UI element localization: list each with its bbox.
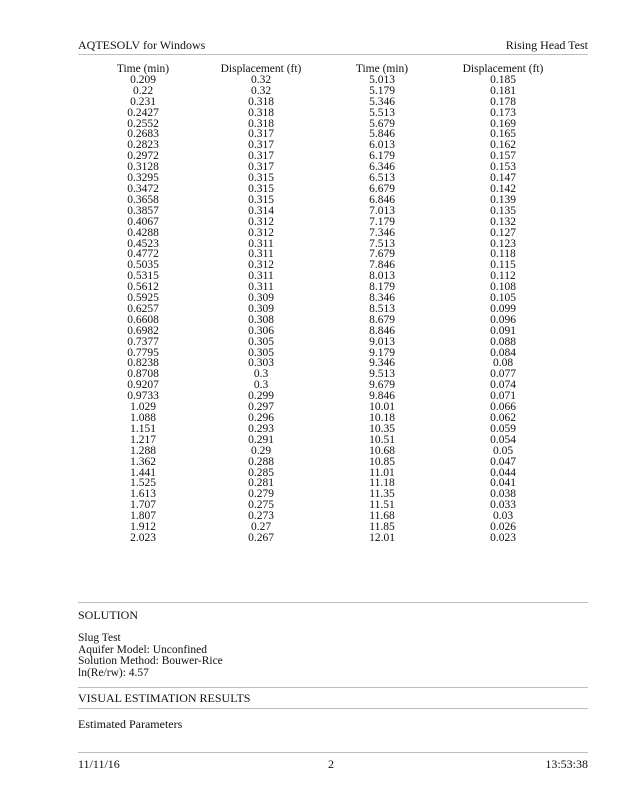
table-cell: 0.071: [490, 390, 516, 403]
table-cell: 8.179: [369, 281, 395, 294]
table-cell: 7.679: [369, 248, 395, 261]
column-header: Displacement (ft): [220, 63, 302, 75]
table-cell: 0.041: [490, 477, 516, 490]
table-cell: 0.9207: [127, 379, 159, 392]
table-cell: 0.32: [250, 73, 272, 86]
table-cell: 0.273: [248, 510, 274, 523]
table-cell: 0.311: [248, 281, 274, 294]
solution-heading: SOLUTION: [78, 608, 138, 622]
visual-estimation-divider: [78, 708, 588, 709]
table-cell: 0.105: [490, 292, 516, 305]
table-cell: 5.013: [369, 73, 395, 86]
table-cell: 9.513: [369, 368, 395, 381]
table-cell: 0.147: [490, 172, 516, 185]
table-cell: 0.066: [490, 401, 516, 414]
table-cell: 1.807: [130, 510, 156, 523]
table-cell: 0.281: [248, 477, 274, 490]
table-cell: 0.299: [248, 390, 274, 403]
table-cell: 0.153: [490, 161, 516, 174]
table-cell: 0.209: [130, 73, 156, 86]
table-cell: 0.135: [490, 204, 516, 217]
table-cell: 6.679: [369, 182, 395, 195]
table-cell: 0.9733: [127, 390, 159, 403]
table-cell: 0.8708: [127, 368, 159, 381]
table-cell: 0.231: [130, 95, 156, 108]
table-cell: 0.162: [490, 139, 516, 152]
solution-divider: [78, 687, 588, 688]
table-cell: 0.317: [248, 150, 274, 163]
table-cell: 1.441: [130, 466, 156, 479]
table-cell: 0.5035: [127, 259, 159, 272]
solution-line: Solution Method: Bouwer-Rice: [78, 655, 223, 667]
table-cell: 9.179: [369, 346, 395, 359]
table-cell: 0.296: [248, 412, 274, 424]
table-cell: 0.312: [248, 259, 274, 272]
table-cell: 0.054: [490, 433, 516, 446]
table-cell: 0.3: [253, 379, 269, 392]
table-cell: 6.013: [369, 139, 395, 152]
table-cell: 1.707: [130, 499, 156, 512]
table-cell: 0.088: [490, 335, 516, 348]
table-cell: 9.013: [369, 335, 395, 348]
table-cell: 0.026: [490, 521, 516, 534]
header-divider: [78, 54, 588, 55]
table-cell: 0.317: [248, 128, 274, 141]
table-cell: 0.6982: [127, 324, 159, 337]
column-header: Time (min): [116, 63, 170, 75]
table-cell: 8.513: [369, 302, 395, 315]
table-cell: 7.013: [369, 204, 395, 217]
table-cell: 0.32: [250, 84, 272, 97]
solution-line: Slug Test: [78, 632, 121, 644]
table-cell: 0.115: [490, 259, 516, 272]
table-cell: 1.088: [130, 412, 156, 424]
table-cell: 0.099: [490, 302, 516, 315]
table-cell: 11.35: [369, 488, 395, 501]
table-cell: 0.127: [490, 226, 516, 239]
table-cell: 0.165: [490, 128, 516, 141]
table-cell: 0.108: [490, 281, 516, 294]
table-cell: 0.288: [248, 455, 274, 468]
table-cell: 1.151: [130, 422, 156, 435]
table-cell: 0.2552: [127, 117, 159, 130]
table-cell: 0.305: [248, 346, 274, 359]
table-cell: 0.4067: [127, 215, 159, 228]
column-header: Time (min): [355, 63, 409, 75]
table-cell: 10.01: [369, 401, 395, 414]
column-header: Displacement (ft): [462, 63, 544, 75]
table-cell: 6.846: [369, 193, 395, 206]
table-cell: 7.346: [369, 226, 395, 239]
table-cell: 0.311: [248, 237, 274, 250]
table-cell: 0.044: [490, 466, 516, 479]
table-cell: 0.5612: [127, 281, 159, 294]
table-cell: 0.3857: [127, 204, 159, 217]
table-cell: 0.3295: [127, 172, 159, 185]
table-cell: 10.18: [369, 412, 395, 424]
table-cell: 8.013: [369, 270, 395, 283]
table-cell: 5.846: [369, 128, 395, 141]
table-cell: 12.01: [369, 531, 395, 544]
table-cell: 0.306: [248, 324, 274, 337]
table-cell: 0.4772: [127, 248, 159, 261]
table-cell: 0.275: [248, 499, 274, 512]
table-cell: 0.084: [490, 346, 516, 359]
table-cell: 0.297: [248, 401, 274, 414]
table-cell: 0.315: [248, 193, 274, 206]
table-cell: 0.308: [248, 313, 274, 326]
table-cell: 0.3472: [127, 182, 159, 195]
table-cell: 10.68: [369, 444, 395, 457]
table-cell: 0.303: [248, 357, 274, 370]
table-cell: 0.4523: [127, 237, 159, 250]
table-cell: 1.217: [130, 433, 156, 446]
table-cell: 0.318: [248, 95, 274, 108]
footer-page-number: 2: [328, 757, 334, 771]
table-cell: 0.22: [132, 84, 154, 97]
table-cell: 11.51: [369, 499, 395, 512]
table-cell: 7.846: [369, 259, 395, 272]
table-cell: 0.2823: [127, 139, 159, 152]
table-cell: 0.123: [490, 237, 516, 250]
table-cell: 0.6608: [127, 313, 159, 326]
table-cell: 0.178: [490, 95, 516, 108]
table-cell: 9.846: [369, 390, 395, 403]
table-cell: 0.279: [248, 488, 274, 501]
table-cell: 5.179: [369, 84, 395, 97]
table-cell: 0.7377: [127, 335, 159, 348]
table-cell: 1.613: [130, 488, 156, 501]
table-cell: 7.513: [369, 237, 395, 250]
table-cell: 5.679: [369, 117, 395, 130]
header-app-title: AQTESOLV for Windows: [78, 38, 206, 52]
footer-divider: [78, 752, 588, 753]
table-cell: 11.68: [369, 510, 395, 523]
table-cell: 0.139: [490, 193, 516, 206]
table-cell: 0.5315: [127, 270, 159, 283]
header-test-title: Rising Head Test: [505, 38, 588, 52]
footer-date: 11/11/16: [78, 757, 120, 771]
table-cell: 0.033: [490, 499, 516, 512]
solution-line: ln(Re/rw): 4.57: [78, 666, 149, 679]
table-cell: 0.2972: [127, 150, 159, 163]
table-cell: 6.513: [369, 172, 395, 185]
table-cell: 0.29: [250, 444, 272, 457]
table-cell: 0.08: [492, 357, 514, 370]
table-cell: 9.346: [369, 357, 395, 370]
table-cell: 1.288: [130, 444, 156, 457]
table-cell: 0.315: [248, 172, 274, 185]
table-cell: 10.85: [369, 455, 395, 468]
table-cell: 0.096: [490, 313, 516, 326]
table-cell: 0.173: [490, 106, 516, 119]
table-cell: 0.293: [248, 422, 274, 435]
table-cell: 1.912: [130, 521, 156, 534]
table-cell: 0.3128: [127, 161, 159, 174]
table-cell: 6.346: [369, 161, 395, 174]
table-cell: 0.318: [248, 117, 274, 130]
solution-details: [78, 633, 223, 679]
table-cell: 0.3: [253, 368, 269, 381]
table-divider: [78, 602, 588, 603]
table-cell: 0.185: [490, 73, 516, 86]
table-column-displacement-2: [456, 64, 550, 544]
table-cell: 0.132: [490, 215, 516, 228]
table-cell: 8.679: [369, 313, 395, 326]
table-column-time-1: [108, 64, 178, 544]
table-column-displacement-1: [216, 64, 306, 544]
table-cell: 0.312: [248, 215, 274, 228]
table-cell: 11.01: [369, 466, 395, 479]
table-cell: 0.091: [490, 324, 516, 337]
table-cell: 0.047: [490, 455, 516, 468]
table-cell: 0.3658: [127, 193, 159, 206]
table-cell: 0.27: [250, 521, 272, 534]
table-cell: 0.4288: [127, 226, 159, 239]
table-cell: 0.181: [490, 84, 516, 97]
table-cell: 8.846: [369, 324, 395, 337]
table-cell: 1.029: [130, 401, 156, 414]
table-cell: 0.267: [248, 531, 274, 544]
table-cell: 0.309: [248, 292, 274, 305]
table-cell: 0.077: [490, 368, 516, 381]
table-cell: 0.309: [248, 302, 274, 315]
table-cell: 11.85: [369, 521, 395, 534]
table-cell: 9.679: [369, 379, 395, 392]
table-cell: 0.8238: [127, 357, 159, 370]
table-cell: 0.062: [490, 412, 516, 424]
table-cell: 0.311: [248, 248, 274, 261]
table-column-time-2: [350, 64, 414, 544]
table-cell: 0.157: [490, 150, 516, 163]
table-cell: 0.314: [248, 204, 274, 217]
table-cell: 0.2427: [127, 106, 159, 119]
table-cell: 0.291: [248, 433, 274, 446]
table-cell: 0.5925: [127, 292, 159, 305]
table-cell: 0.023: [490, 531, 516, 544]
table-cell: 0.2683: [127, 128, 159, 141]
table-cell: 0.312: [248, 226, 274, 239]
table-cell: 10.35: [369, 422, 395, 435]
table-cell: 0.317: [248, 161, 274, 174]
table-cell: 5.513: [369, 106, 395, 119]
table-cell: 0.6257: [127, 302, 159, 315]
table-cell: 0.059: [490, 422, 516, 435]
table-cell: 2.023: [130, 531, 156, 544]
footer-time: 13:53:38: [545, 757, 588, 771]
visual-estimation-heading: VISUAL ESTIMATION RESULTS: [78, 691, 251, 705]
table-cell: 1.525: [130, 477, 156, 490]
table-cell: 0.118: [490, 248, 516, 261]
table-cell: 0.311: [248, 270, 274, 283]
table-cell: 0.285: [248, 466, 274, 479]
table-cell: 11.18: [369, 477, 395, 490]
table-cell: 0.05: [492, 444, 514, 457]
table-cell: 0.7795: [127, 346, 159, 359]
table-cell: 5.346: [369, 95, 395, 108]
table-cell: 0.169: [490, 117, 516, 130]
table-cell: 0.074: [490, 379, 516, 392]
table-cell: 0.112: [490, 270, 516, 283]
table-cell: 0.305: [248, 335, 274, 348]
estimated-parameters-heading: Estimated Parameters: [78, 717, 183, 731]
table-cell: 0.317: [248, 139, 274, 152]
table-cell: 0.142: [490, 182, 516, 195]
table-cell: 0.318: [248, 106, 274, 119]
table-cell: 8.346: [369, 292, 395, 305]
table-cell: 7.179: [369, 215, 395, 228]
table-cell: 0.038: [490, 488, 516, 501]
table-cell: 10.51: [369, 433, 395, 446]
table-cell: 1.362: [130, 455, 156, 468]
table-cell: 6.179: [369, 150, 395, 163]
table-cell: 0.03: [492, 510, 514, 523]
table-cell: 0.315: [248, 182, 274, 195]
solution-line: Aquifer Model: Unconfined: [78, 643, 208, 656]
